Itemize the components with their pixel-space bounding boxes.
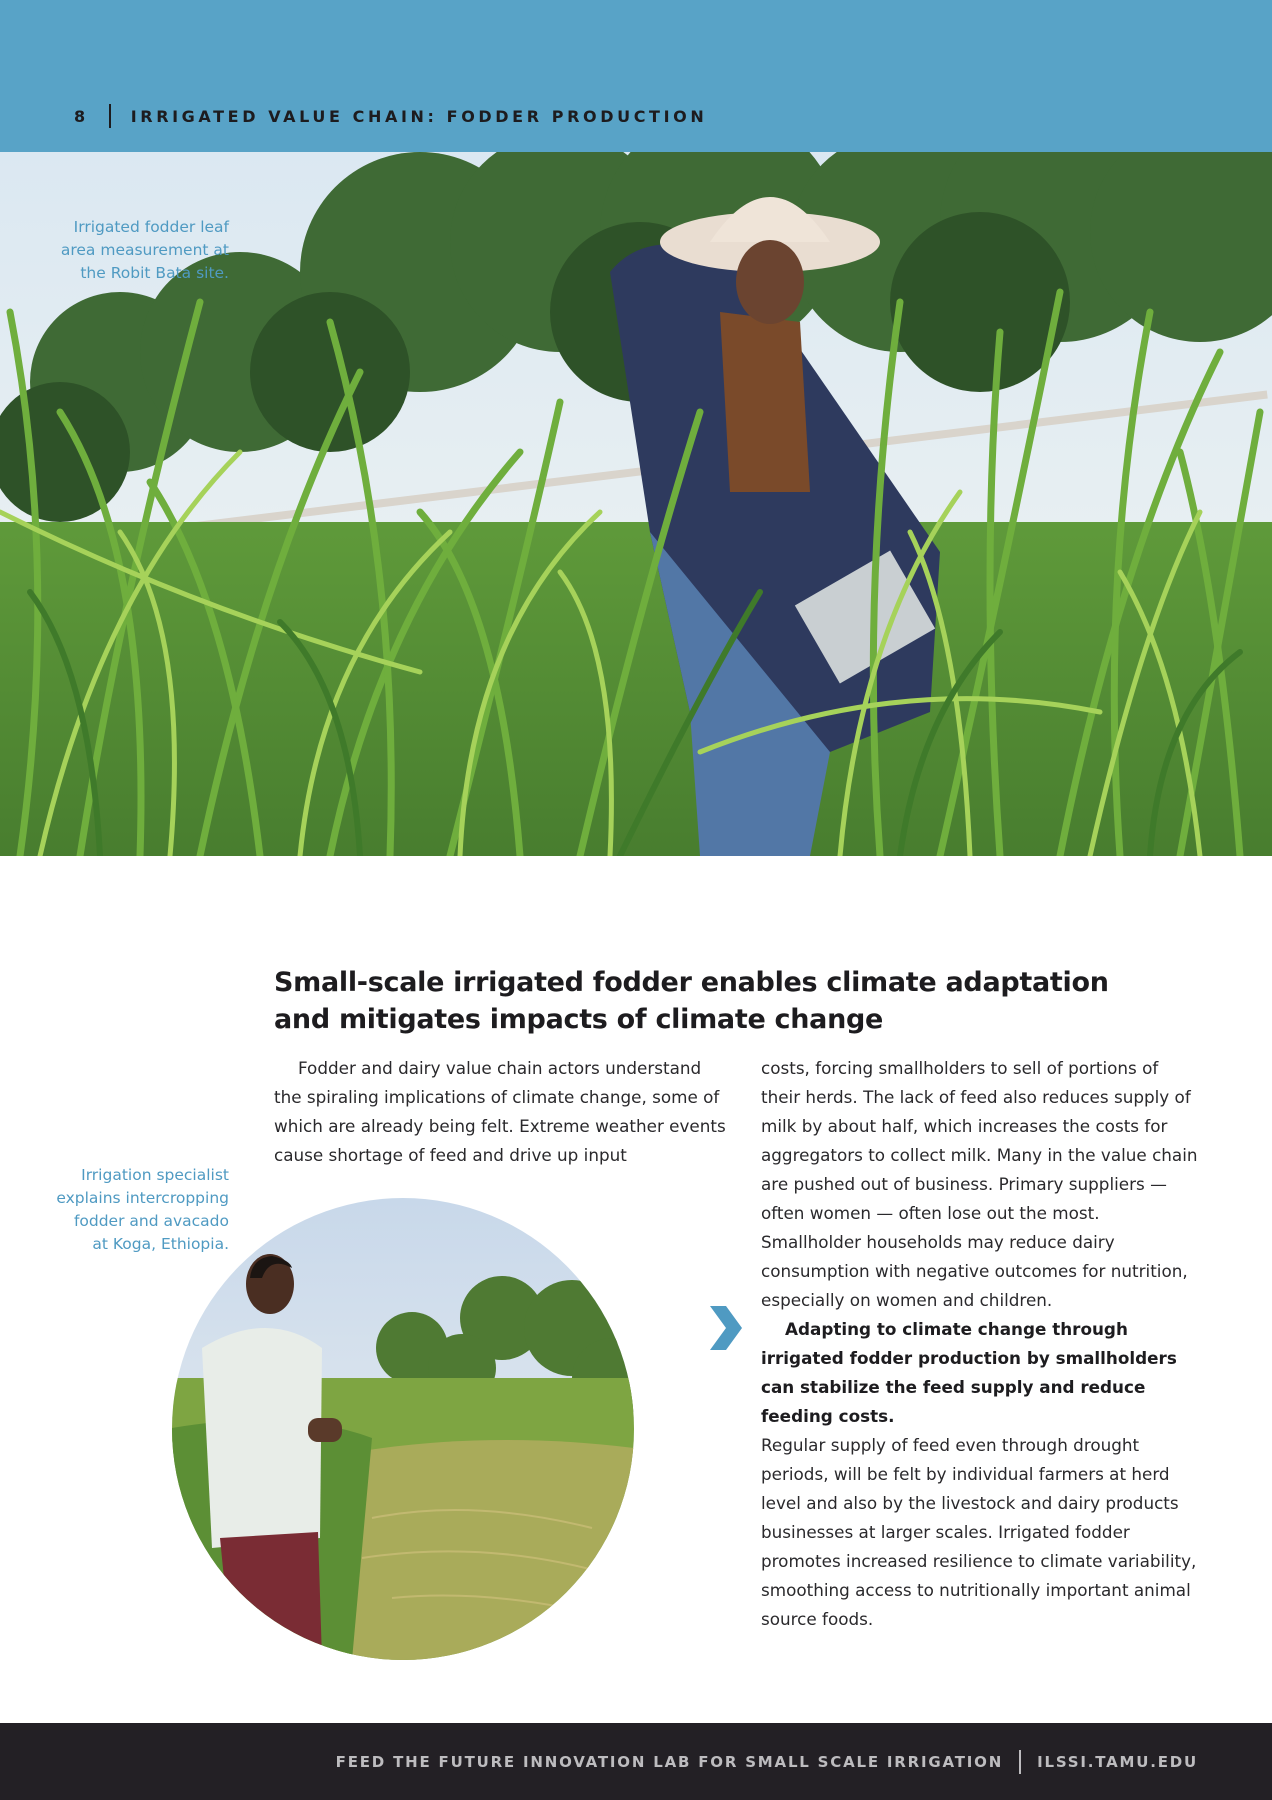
body-column-left xyxy=(274,1054,726,1170)
footer-band xyxy=(0,1723,1272,1800)
caption-line: Irrigation specialist xyxy=(81,1166,229,1184)
circle-photo xyxy=(172,1198,634,1660)
headline-line: and mitigates impacts of climate change xyxy=(274,1004,884,1035)
body-paragraph: Regular supply of feed even through drought periods, will be felt by individual farmers at herd level and also by the livestock and dairy products businesses at larger scales. Irrigated fodder promotes increased resilience to climate variability, smoothing access to nutritionally important animal source foods. xyxy=(761,1435,1197,1629)
header-band xyxy=(0,0,1272,152)
footer-org: FEED THE FUTURE INNOVATION LAB FOR SMALL SCALE IRRIGATION xyxy=(335,1753,1004,1771)
body-column-right xyxy=(761,1054,1201,1634)
caption-line: the Robit Bata site. xyxy=(80,264,229,282)
circle-photo-caption xyxy=(9,1164,229,1256)
caption-line: Irrigated fodder leaf xyxy=(73,218,229,236)
article-headline xyxy=(274,964,1174,1038)
caption-line: at Koga, Ethiopia. xyxy=(92,1235,229,1253)
caption-line: explains intercropping xyxy=(56,1189,229,1207)
section-title: IRRIGATED VALUE CHAIN: FODDER PRODUCTION xyxy=(130,106,708,126)
body-paragraph: Fodder and dairy value chain actors understand the spiraling implications of climate change, some of which are already being felt. Extreme weather events cause shortage of feed and drive up input xyxy=(274,1058,726,1165)
caption-line: fodder and avacado xyxy=(73,1212,229,1230)
key-message: Adapting to climate change through irrigated fodder production by smallholders can stabilize the feed supply and reduce feeding costs. xyxy=(761,1319,1177,1426)
footer-text xyxy=(336,1749,1198,1775)
header-divider xyxy=(109,104,111,128)
body-paragraph: costs, forcing smallholders to sell of portions of their herds. The lack of feed also reduces supply of milk by about half, which increases the costs for aggregators to collect milk. Many in the value chain are pushed out of business. Primary suppliers — often women — often lose out the most. Smallholder households may reduce dairy consumption with negative outcomes for nutrition, especially on women and children. xyxy=(761,1058,1198,1310)
page-number: 8 xyxy=(74,106,89,126)
running-header xyxy=(74,104,707,128)
footer-url[interactable]: ILSSI.TAMU.EDU xyxy=(1037,1753,1198,1771)
footer-divider xyxy=(1019,1750,1021,1774)
headline-line: Small-scale irrigated fodder enables climate adaptation xyxy=(274,967,1109,998)
caption-line: area measurement at xyxy=(60,241,229,259)
hero-photo-caption xyxy=(9,216,229,285)
chevron-right-icon xyxy=(706,1306,742,1350)
